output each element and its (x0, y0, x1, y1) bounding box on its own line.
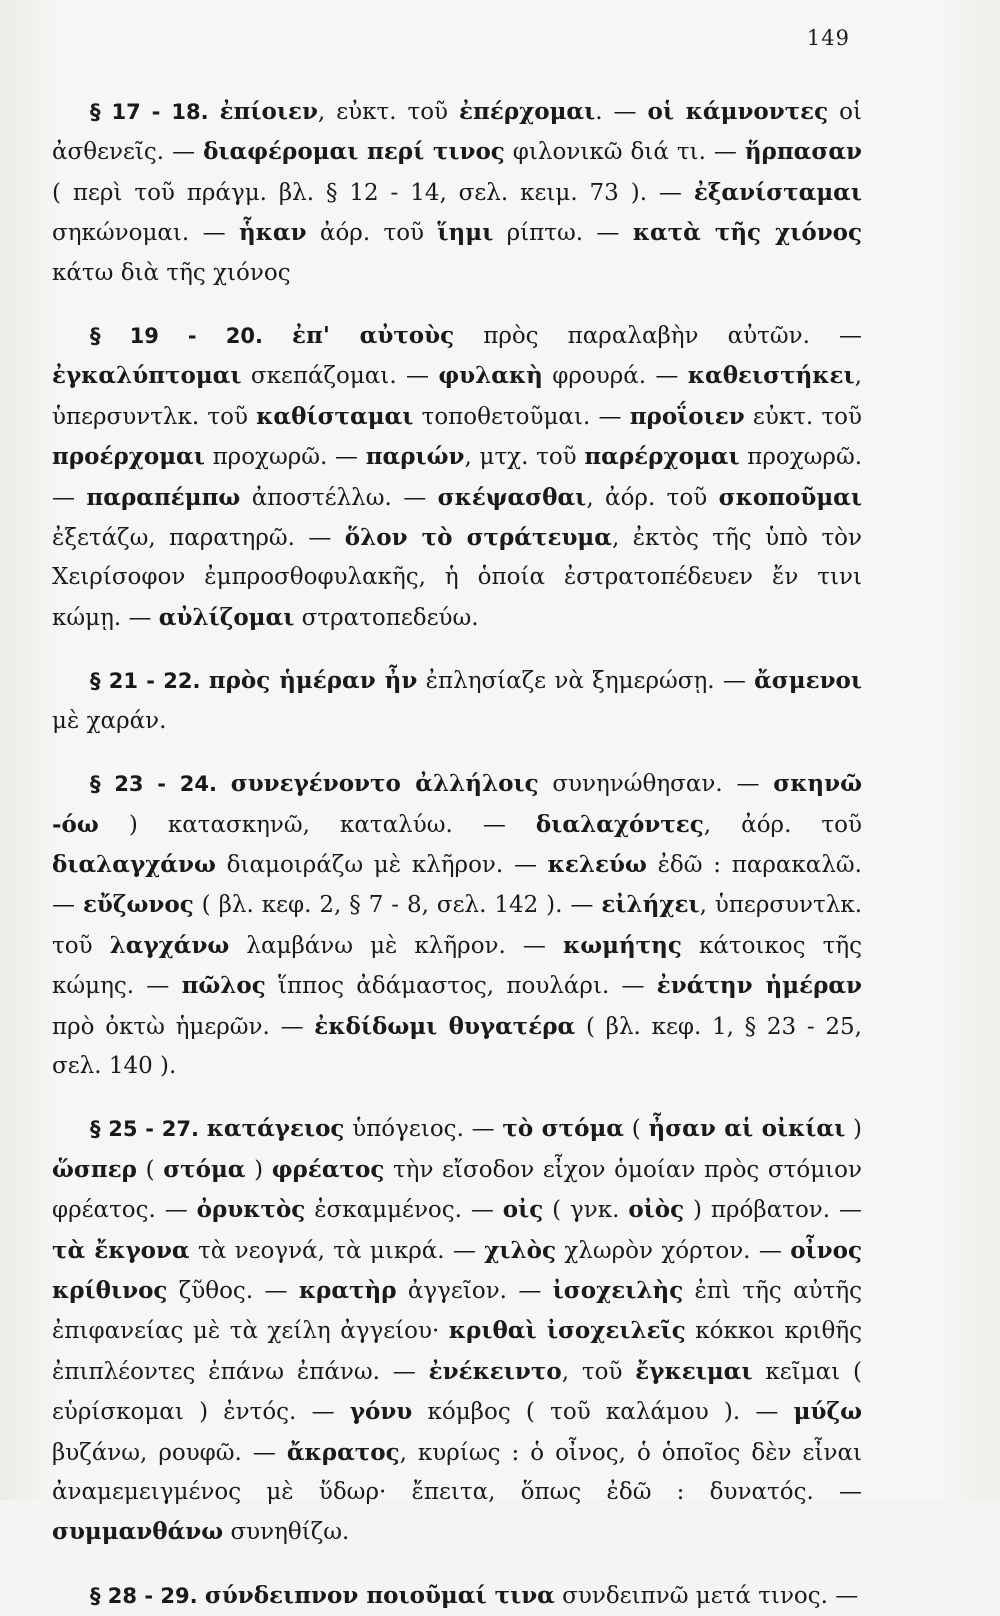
gloss-text: στρατοπεδεύω. (294, 604, 479, 631)
lemma: οἱ κάμνοντες (647, 98, 829, 125)
gloss-text: , τοῦ (561, 1358, 636, 1385)
gloss-text: βυζάνω, ρουφῶ. — (52, 1439, 287, 1466)
gloss-text: τοποθετοῦμαι. — (413, 403, 630, 430)
section-reference: § 19 - 20. (90, 324, 263, 349)
lemma: ὥσπερ (52, 1155, 137, 1183)
gloss-text: ἐπὶ τῆς αὐτῆς ἐπιφανείας μὲ τὰ χείλη ἀγγείου· (52, 1277, 862, 1345)
gloss-text: ( βλ. κεφ. 1, § 23 - 25, σελ. 140 ). (52, 1013, 862, 1079)
gloss-text: προχωρῶ. — (204, 444, 366, 471)
page-number: 149 (806, 26, 850, 50)
gloss-text: εὐκτ. τοῦ (744, 403, 863, 430)
lemma: οἰὸς (628, 1196, 685, 1224)
lemma: στόμα (163, 1155, 246, 1183)
lemma: ἰσοχειλὴς (552, 1276, 684, 1304)
gloss-text: μὲ χαράν. (52, 707, 167, 734)
gloss-text: ( (624, 1116, 649, 1143)
gloss-text: κεῖμαι ( εὑρίσκομαι ) ἐντός. — (52, 1358, 862, 1426)
section-reference: § 21 - 22. (90, 669, 201, 694)
lemma: πρὸς ἡμέραν ἦν (208, 667, 418, 695)
lemma: ἐκδίδωμι θυγατέρα (314, 1012, 576, 1040)
gloss-text: προχωρῶ. — (52, 444, 863, 511)
gloss-text (198, 1583, 205, 1609)
gloss-text: ἀποστέλλω. — (240, 484, 438, 511)
lemma: ἐπέρχομαι (459, 98, 596, 125)
lemma: οἰς (502, 1196, 544, 1224)
gloss-text: κόκκοι κριθῆς ἐπιπλέοντες ἐπάνω ἐπάνω. — (52, 1318, 862, 1385)
gloss-text: ἐξετάζω, παρατηρῶ. — (52, 525, 345, 552)
lemma: παραπέμπω (86, 483, 241, 511)
lemma: ἄσμενοι (754, 667, 863, 695)
section-reference: § 28 - 29. (90, 1583, 198, 1608)
gloss-text: χλωρὸν χόρτον. — (556, 1237, 791, 1264)
section-reference: § 23 - 24. (90, 772, 217, 797)
gloss-text: ζῦθος. — (167, 1277, 299, 1304)
lemma: αὐλίζομαι (158, 603, 295, 631)
gloss-text: ἵππος ἀδάμαστος, πουλάρι. — (265, 973, 657, 1000)
commentary-text (52, 92, 862, 1616)
lemma: συμμανθάνω (52, 1518, 224, 1546)
gloss-text: τὴν εἴσοδον εἶχον ὁμοίαν πρὸς στόμιον φρέατος. — (52, 1156, 862, 1224)
lemma: ἥρπασαν (744, 138, 862, 166)
gloss-text: φιλονικῶ διά τι. — (504, 139, 745, 166)
lemma: ἐξανίσταμαι (693, 178, 862, 206)
gloss-text: σηκώνομαι. — (52, 220, 239, 247)
gloss-text: ( (136, 1156, 164, 1183)
lemma: ἄκρατος (286, 1438, 400, 1466)
gloss-text: . — (595, 99, 648, 125)
gloss-text: ) (845, 1116, 862, 1143)
gloss-text: φρουρά. — (542, 363, 688, 390)
gloss-text: κάτοικος τῆς κώμης. — (52, 932, 862, 1000)
gloss-text (263, 323, 292, 349)
lemma: παριών (365, 443, 465, 471)
gloss-text: πρὸς παραλαβὴν αὐτῶν. — (454, 323, 862, 350)
gloss-text: , κυρίως : ὁ οἶνος, ὁ ὁποῖος δὲν εἶναι ἀναμεμειγμένος μὲ ὕδωρ· ἔπειτα, ὅπως ἐδῶ : δυνατός. — (52, 1439, 863, 1505)
paragraph (52, 661, 862, 741)
gloss-text: ἀγγεῖον. — (396, 1277, 553, 1304)
gloss-text (199, 1116, 207, 1142)
gloss-text: συνδειπνῶ μετά τινος. — (554, 1582, 859, 1609)
lemma: σκέψασθαι (437, 483, 587, 511)
gloss-text: σκεπάζομαι. — (241, 363, 439, 390)
lemma: πῶλος (181, 972, 266, 1000)
lemma: διαλαχόντες (535, 810, 704, 838)
gloss-text: συνηνώθησαν. — (538, 771, 774, 798)
lemma: γόνυ (349, 1398, 413, 1426)
gloss-text: ἐπλησίαζε νὰ ξημερώσῃ. — (417, 668, 755, 695)
section-reference: § 17 - 18. (90, 100, 209, 124)
lemma: συνεγένοντο ἀλλήλοις (230, 770, 539, 798)
gloss-text: ὑπόγειος. — (344, 1116, 503, 1143)
gloss-text: , ἀόρ. τοῦ (703, 811, 862, 838)
lemma: ἧκαν (238, 219, 307, 247)
lemma: ὅλον τὸ στράτευμα (344, 524, 612, 552)
paragraph (52, 1109, 862, 1552)
paragraph (52, 92, 862, 293)
lemma: σκηνῶ -όω (52, 770, 863, 838)
gloss-text: ( περὶ τοῦ πράγμ. βλ. § 12 - 14, σελ. κειμ. 73 ). — (52, 179, 694, 206)
lemma: διαλαγχάνω (52, 850, 216, 878)
gloss-text (200, 668, 208, 694)
lemma: καθίσταμαι (256, 402, 414, 430)
lemma: ἦσαν αἱ οἰκίαι (648, 1115, 846, 1143)
gloss-text: κόμβος ( τοῦ καλάμου ). — (412, 1399, 794, 1426)
gloss-text: τὰ νεογνά, τὰ μικρά. — (189, 1237, 485, 1264)
lemma: προΐοιεν (629, 402, 745, 430)
lemma: προέρχομαι (52, 443, 205, 471)
lemma: κρατὴρ (298, 1276, 397, 1304)
gloss-text: ἀόρ. τοῦ (306, 220, 438, 247)
gloss-text: ) (245, 1156, 272, 1183)
lemma: τὸ στόμα (502, 1115, 624, 1143)
gloss-text: ( γνκ. (543, 1197, 629, 1224)
lemma: καθειστήκει (687, 362, 855, 390)
gloss-text: , ὑπερσυντλκ. τοῦ (52, 363, 862, 430)
lemma: σύνδειπνον ποιοῦμαί τινα (204, 1581, 555, 1609)
lemma: κριθαὶ ἰσοχειλεῖς (448, 1317, 686, 1345)
gloss-text: , ὑπερσυντλκ. τοῦ (52, 892, 863, 959)
section-reference: § 25 - 27. (90, 1117, 199, 1142)
gloss-text: ἐδῶ : παρακαλῶ. — (52, 851, 862, 919)
gloss-text (217, 771, 231, 797)
gloss-text: ) πρόβατον. — (684, 1197, 862, 1224)
gloss-text: , ἐκτὸς τῆς ὑπὸ τὸν Χειρίσοφον ἐμπροσθοφυλακῆς, ἡ ὁποία ἐστρατοπέδευεν ἔν τινι κώμῃ. — (52, 525, 863, 631)
gloss-text: , μτχ. τοῦ (464, 444, 585, 471)
paragraph (52, 316, 862, 638)
lemma: παρέρχομαι (584, 443, 740, 471)
gloss-text: ( βλ. κεφ. 2, § 7 - 8, σελ. 142 ). — (193, 892, 602, 919)
gloss-text: συνηθίζω. (223, 1519, 350, 1546)
lemma: ἔγκειμαι (635, 1357, 753, 1385)
lemma: ἐπ' αὐτοὺς (292, 322, 455, 350)
lemma: ὀρυκτὸς (196, 1196, 306, 1224)
lemma: λαγχάνω (109, 931, 230, 959)
gloss-text: ἐσκαμμένος. — (305, 1197, 503, 1224)
lemma: σκοποῦμαι (718, 483, 862, 511)
lemma: χιλὸς (484, 1236, 556, 1264)
gloss-text: πρὸ ὀκτὼ ἡμερῶν. — (52, 1013, 315, 1040)
gloss-text: ρίπτω. — (493, 220, 633, 247)
lemma: εἰλήχει (601, 891, 700, 919)
gloss-text (209, 99, 220, 125)
lemma: κελεύω (547, 850, 647, 878)
gloss-text: ) κατασκηνῶ, καταλύω. — (98, 811, 536, 838)
lemma: ἐπίοιεν (219, 98, 318, 125)
lemma: ἐνέκειντο (428, 1357, 562, 1385)
gloss-text: διαμοιράζω μὲ κλῆρον. — (215, 851, 548, 878)
gloss-text: οἱ ἀσθενεῖς. — (52, 99, 863, 166)
lemma: διαφέρομαι περί τινος (203, 138, 505, 166)
lemma: τὰ ἔκγονα (52, 1236, 190, 1264)
gloss-text: , εὐκτ. τοῦ (317, 99, 460, 125)
lemma: κατάγειος (206, 1115, 345, 1143)
paragraph (52, 1576, 862, 1616)
gloss-text: , ἀόρ. τοῦ (586, 484, 719, 511)
lemma: ἐγκαλύπτομαι (52, 362, 242, 390)
lemma: φρέατος (271, 1155, 385, 1183)
lemma: ἐνάτην ἡμέραν (656, 972, 863, 1000)
lemma: κωμήτης (562, 931, 682, 959)
lemma: εὔζωνος (82, 891, 194, 919)
lemma: μύζω (793, 1398, 862, 1426)
gloss-text: λαμβάνω μὲ κλῆρον. — (229, 932, 563, 959)
paragraph (52, 764, 862, 1086)
gloss-text: κάτω διὰ τῆς χιόνος (52, 259, 291, 286)
lemma: φυλακὴ (438, 362, 543, 390)
lemma: ἵημι (437, 219, 494, 247)
lemma: κατὰ τῆς χιόνος (632, 219, 863, 247)
lemma: οἶνος κρίθινος (52, 1236, 862, 1304)
